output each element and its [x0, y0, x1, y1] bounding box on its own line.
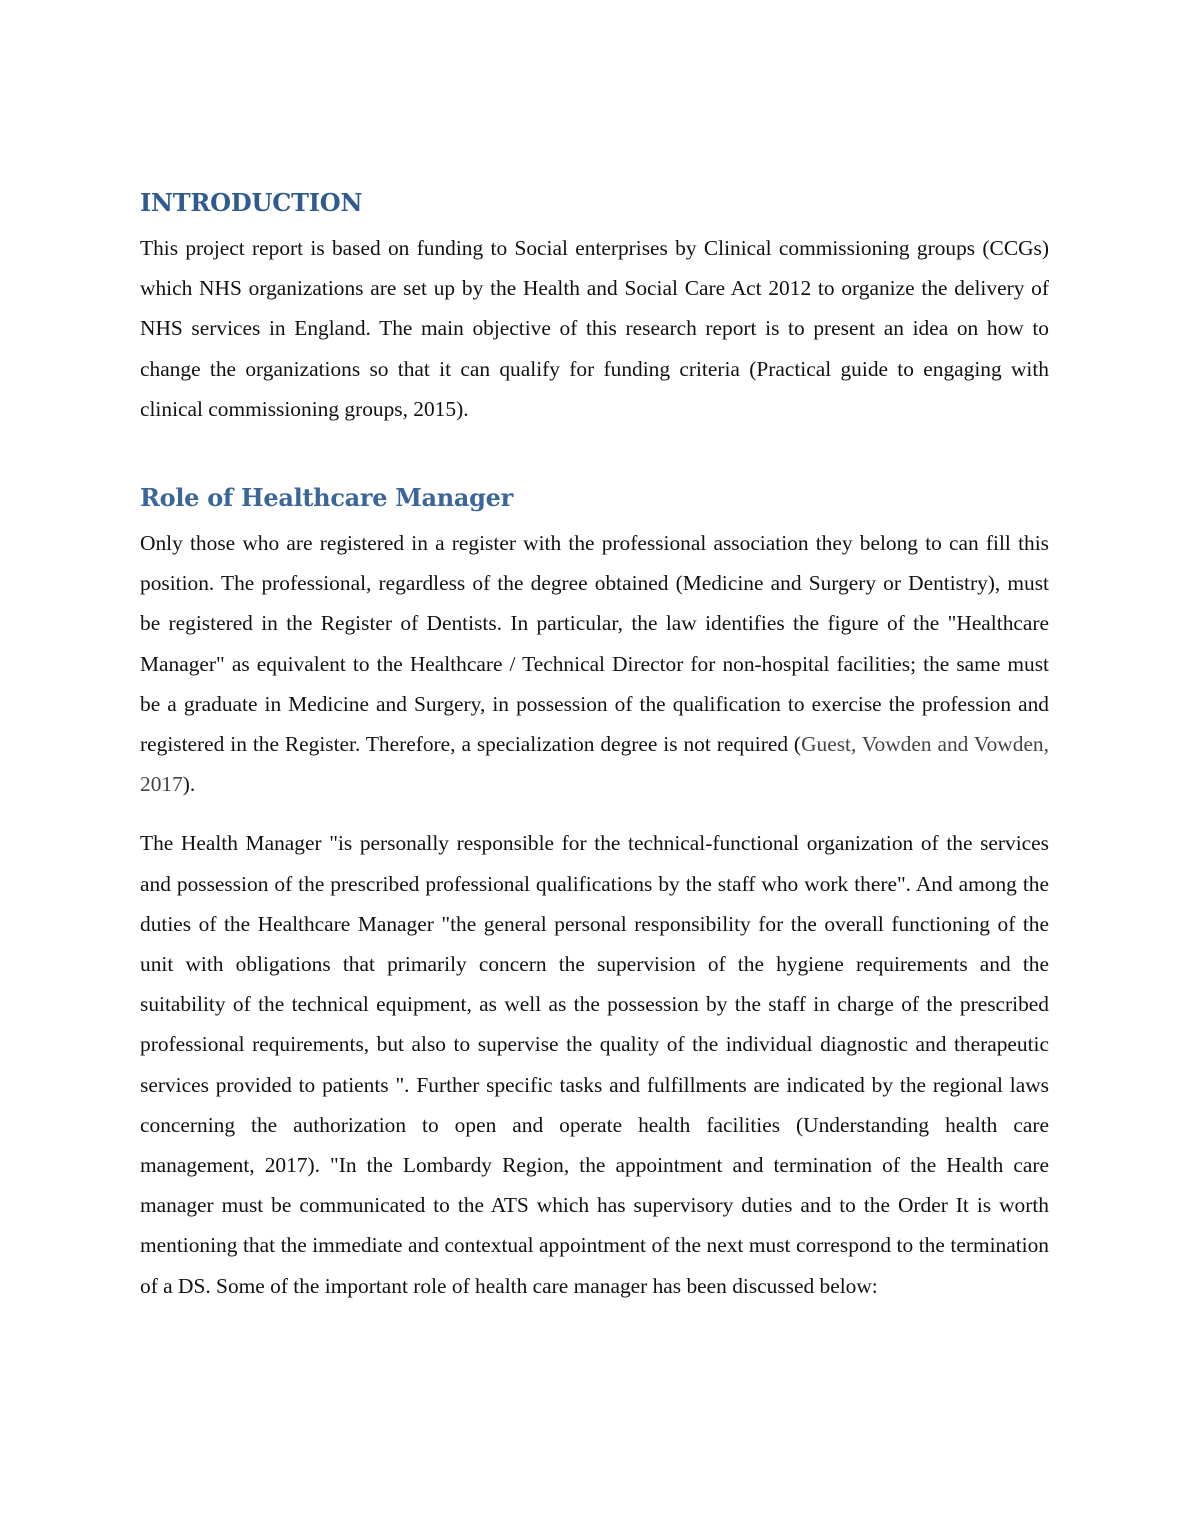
citation-guest-vowden: Guest, Vowden and Vowden, 2017 [140, 732, 1049, 797]
introduction-paragraph: This project report is based on funding to Social enterprises by Clinical commissioning groups (CCGs) which NHS organizations are set up by the Health and Social Care Act 2012 to organize the delivery of NHS services in England. The main objective of this research report is to present an idea on how to change the organizations so that it can qualify for funding criteria (Practical guide to engaging with clinical commissioning groups, 2015). [140, 236, 1049, 421]
role-paragraph-2: The Health Manager "is personally responsible for the technical-functional organization of the services and possession of the prescribed professional qualifications by the staff who work there". And among the duties of the Healthcare Manager "the general personal responsibility for the overall functioning of the unit with obligations that primarily concern the supervision of the hygiene requirements and the suitability of the technical equipment, as well as the possession by the staff in charge of the prescribed professional requirements, but also to supervise the quality of the individual diagnostic and therapeutic services provided to patients ". Further specific tasks and fulfillments are indicated by the regional laws concerning the authorization to open and operate health facilities (Understanding health care management, 2017). "In the Lombardy Region, the appointment and termination of the Health care manager must be communicated to the ATS which has supervisory duties and to the Order It is worth mentioning that the immediate and contextual appointment of the next must correspond to the termination of a DS. Some of the important role of health care manager has been discussed below: [140, 831, 1049, 1298]
role-of-healthcare-manager-heading: Role of Healthcare Manager [140, 483, 513, 513]
role-paragraph-1-closing: ). [182, 772, 196, 797]
role-paragraph-1-text: Only those who are registered in a register with the professional association they belong to can fill this position. The professional, regardless of the degree obtained (Medicine and Surgery or Dentistry), must be registered in the Register of Dentists. In particular, the law identifies the figure of the "Healthcare Manager" as equivalent to the Healthcare / Technical Director for non-hospital facilities; the same must be a graduate in Medicine and Surgery, in possession of the qualification to exercise the profession and registered in the Register. Therefore, a specialization degree is not required ( [140, 531, 1049, 757]
document-page [140, 186, 1049, 1306]
role-paragraph-1 [140, 523, 1049, 804]
introduction-heading: INTRODUCTION [140, 188, 363, 217]
